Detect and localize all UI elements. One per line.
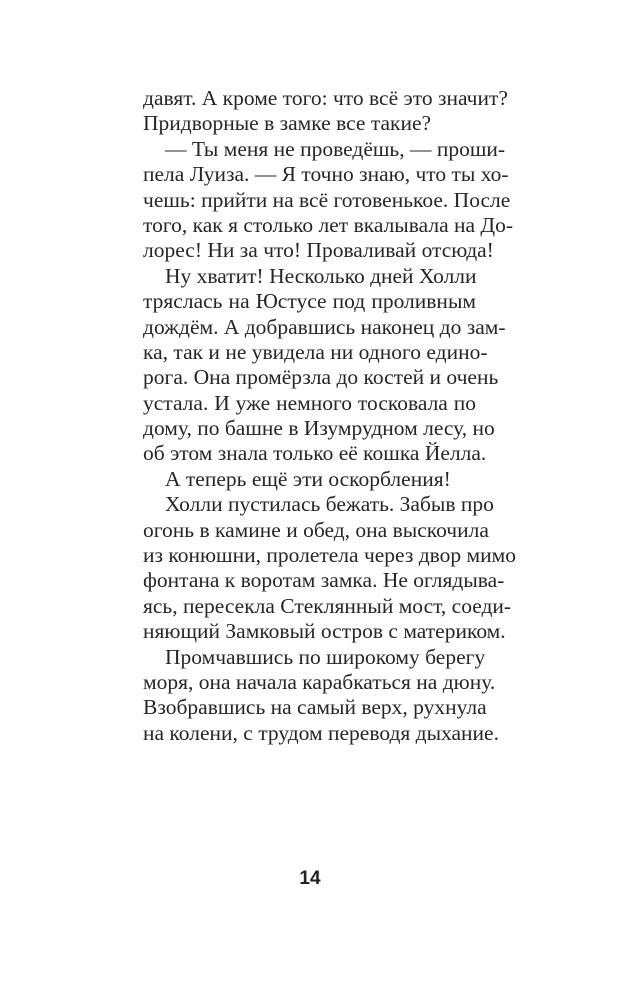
paragraph: [143, 263, 506, 467]
text-line: того, как я столько лет вкалывала на До-: [143, 212, 513, 237]
text-line: дому, по башне в Изумрудном лесу, но: [143, 416, 495, 441]
text-line: ясь, пересекла Стеклянный мост, соеди-: [143, 593, 512, 618]
text-line: рога. Она промёрзла до костей и очень: [143, 365, 499, 390]
paragraph: [143, 136, 513, 264]
text-line: на колени, с трудом переводя дыхание.: [143, 720, 499, 745]
book-text: [143, 86, 517, 746]
text-line: — Ты меня не проведёшь, — проши-: [165, 136, 506, 161]
paragraph: [143, 492, 517, 644]
text-line: пела Луиза. — Я точно знаю, что ты хо-: [143, 162, 509, 187]
paragraph: [143, 644, 499, 747]
text-line: об этом знала только её кошка Йелла.: [143, 441, 487, 466]
text-line: фонтана к воротам замка. Не оглядыва-: [143, 568, 505, 593]
text-line: ка, так и не увидела ни одного едино-: [143, 339, 488, 364]
text-line: Ну хватит! Несколько дней Холли: [165, 263, 477, 288]
text-line: няющий Замковый остров с материком.: [143, 619, 506, 644]
text-line: лорес! Ни за что! Проваливай отсюда!: [143, 238, 494, 263]
paragraph: [143, 467, 476, 492]
text-line: дождём. А добравшись наконец до зам-: [143, 314, 506, 339]
text-line: из конюшни, пролетела через двор мимо: [143, 543, 517, 568]
text-line: Взобравшись на самый верх, рухнула: [143, 695, 487, 720]
text-line: моря, она начала карабкаться на дюну.: [143, 669, 496, 694]
text-line: А теперь ещё эти оскорбления!: [165, 466, 451, 491]
page-number: 14: [299, 868, 321, 889]
paragraph: [143, 86, 508, 137]
text-line: тряслась на Юстусе под проливным: [143, 289, 476, 314]
text-line: устала. И уже немного тосковала по: [143, 390, 476, 415]
text-line: Холли пустилась бежать. Забыв про: [165, 492, 494, 517]
text-line: огонь в камине и обед, она выскочила: [143, 517, 489, 542]
text-line: Промчавшись по широкому берегу: [165, 644, 486, 669]
text-line: давят. А кроме того: что всё это значит?: [143, 86, 508, 110]
text-line: Придворные в замке все такие?: [143, 111, 432, 136]
text-line: чешь: прийти на всё готовенькое. После: [143, 187, 511, 212]
